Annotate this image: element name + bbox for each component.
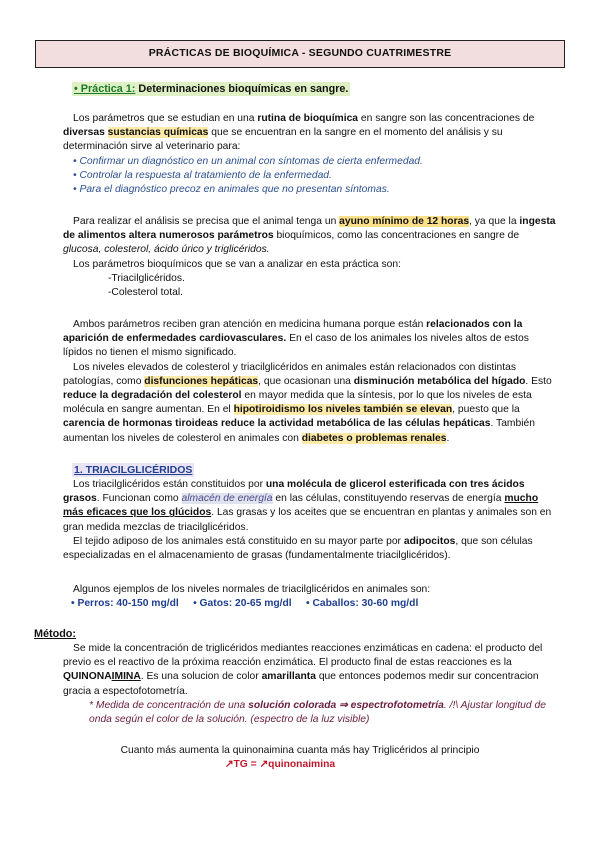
text: . /!\ Ajustar longitud de onda según el color de la solución. (espectro de la luz visible) xyxy=(89,699,546,726)
text: * Medida de concentración de una xyxy=(89,699,249,711)
triacil-section xyxy=(63,478,558,563)
text-bold: amarillanta xyxy=(261,671,316,683)
text: en sangre son las concentraciones de xyxy=(358,113,535,124)
text-italic: glucosa, colesterol, ácido úrico y triglicéridos. xyxy=(63,244,270,256)
list-item: • Caballos: 30-60 mg/dl xyxy=(305,598,419,610)
text: en mayor medida que la síntesis, por lo que los niveles de esta molécula en sangre aumentan. En el xyxy=(63,390,532,416)
text-bold: una molécula de glicerol esterificada con tres ácidos grasos xyxy=(63,479,525,505)
text-bold: mucho más eficaces que los glúcidos xyxy=(63,493,539,519)
ambos-paragraph xyxy=(63,318,558,361)
text-bold: QUINONA xyxy=(63,671,112,683)
text: Se mide la concentración de triglicéridos mediantes reacciones enzimáticas en cadena: el producto del previo es el reactivo de la próxima reacción enzimática. El producto final de estas reacciones es la xyxy=(63,643,543,669)
page-title: PRÁCTICAS DE BIOQUÍMICA - SEGUNDO CUATRIMESTRE xyxy=(35,40,565,68)
niveles-paragraph xyxy=(63,361,558,446)
list-item: • Confirmar un diagnóstico en un animal con síntomas de cierta enfermedad. xyxy=(73,155,423,167)
text: , que ocasionan una xyxy=(258,375,354,387)
text: El tejido adiposo de los animales está constituido en su mayor parte por xyxy=(73,535,404,547)
metodo-paragraph xyxy=(63,642,558,699)
list-item: • Controlar la respuesta al tratamiento de la enfermedad. xyxy=(73,169,332,181)
highlight: disfunciones hepáticas xyxy=(144,375,259,387)
highlight: diabetes o problemas renales xyxy=(301,432,447,444)
ambos-section xyxy=(63,318,558,446)
highlight: hipotiroidismo los niveles también se elevan xyxy=(233,404,453,416)
triacil-paragraph xyxy=(63,478,558,535)
highlight: almacén de energía xyxy=(181,493,273,505)
list-item: -Colesterol total. xyxy=(108,287,183,299)
metodo-heading: Método: xyxy=(34,628,76,640)
parametros-list xyxy=(63,272,558,300)
practica1-label: • Práctica 1: xyxy=(74,83,136,95)
text: Los niveles elevados de colesterol y triacilglicéridos en animales están relacionados con distintas patologías, como xyxy=(63,361,517,387)
text: que entonces podemos medir sur concentracion gracia a espectofotometría. xyxy=(63,671,539,697)
text: , puesto que la xyxy=(452,404,520,416)
triacil-heading: 1. TRIACILGLICÉRIDOS xyxy=(74,464,193,476)
text: . Esto xyxy=(525,375,552,387)
metodo-note xyxy=(63,699,558,727)
text-bold: carencia de hormonas tiroideas reduce la actividad metabólica de las células hepáticas xyxy=(63,418,491,430)
adiposo-paragraph xyxy=(63,535,558,563)
text-bold: adipocitos xyxy=(403,535,456,547)
text: Los parámetros que se estudian en una xyxy=(73,113,258,124)
text-bold: relacionados con la aparición de enfermedades cardiovasculares. xyxy=(63,319,523,345)
text: . También aumentan los niveles de colesterol en animales con xyxy=(63,418,535,444)
text: Los triacilglicéridos están constituidos por xyxy=(73,479,266,490)
intro-section xyxy=(63,112,558,197)
intro-bullets xyxy=(63,155,558,198)
highlight: ayuno mínimo de 12 horas xyxy=(339,216,470,227)
practica1-heading-text: Determinaciones bioquímicas en sangre. xyxy=(135,83,349,95)
text-bold: IMINA xyxy=(111,671,141,683)
text: Para realizar el análisis se precisa que el animal tenga un xyxy=(73,216,340,227)
text: Ambos parámetros reciben gran atención en medicina humana porque están xyxy=(73,319,427,330)
text-bold: reduce la degradación del colesterol xyxy=(63,390,242,402)
metodo-section xyxy=(63,642,558,727)
text: . Es una solucion de color xyxy=(140,671,262,683)
final-formula: ↗TG = ↗quinonaimina xyxy=(224,759,336,770)
final-line: Cuanto más aumenta la quinonaimina cuanta más hay Triglicéridos al principio xyxy=(120,745,480,756)
list-item: • Perros: 40-150 mg/dl xyxy=(71,598,179,610)
text: , ya que la xyxy=(469,216,520,227)
examples-section xyxy=(63,583,558,611)
text: . xyxy=(446,432,450,444)
list-item: -Triacilglicéridos. xyxy=(108,272,185,284)
text: , que son células especializadas en el almacenamiento de grasas (fundamentalmente triacilglicéridos). xyxy=(63,535,533,562)
text-bold: rutina de bioquímica xyxy=(257,113,359,124)
parametros-line: Los parámetros bioquímicos que se van a analizar en esta práctica son: xyxy=(73,258,401,270)
text: que se encuentran en la sangre en el momento del análisis y su determinación sirve al veterinario para: xyxy=(63,127,503,153)
text-bold: diversas xyxy=(63,127,108,139)
practica1-heading xyxy=(72,82,350,96)
text: bioquímicos, como las concentraciones en sangre de xyxy=(273,230,520,242)
examples-intro: Algunos ejemplos de los niveles normales de triacilglicéridos en animales son: xyxy=(73,584,431,595)
ayuno-paragraph xyxy=(63,215,558,258)
examples-list xyxy=(63,597,558,611)
text: en las células, constituyendo reservas de energía xyxy=(272,493,505,505)
list-item: • Para el diagnóstico precoz en animales que no presentan síntomas. xyxy=(73,184,390,196)
text: . Las grasas y los aceites que se encuentran en plantas y animales son en gran medida mezclas de triacilglicéridos. xyxy=(63,507,552,533)
text: . Funcionan como xyxy=(96,493,182,505)
intro-paragraph xyxy=(63,112,558,155)
text-bold: disminución metabólica del hígado xyxy=(353,375,526,387)
text: En el caso de los animales los niveles altos de estos lípidos no tienen el mismo significado. xyxy=(63,333,529,359)
ayuno-section xyxy=(63,215,558,300)
highlight: sustancias químicas xyxy=(107,127,209,139)
text-bold: solución colorada ⇒ espectrofotometría xyxy=(248,699,444,711)
text-bold: ingesta de alimentos altera numerosos parámetros xyxy=(63,216,556,242)
list-item: • Gatos: 20-65 mg/dl xyxy=(193,598,292,610)
